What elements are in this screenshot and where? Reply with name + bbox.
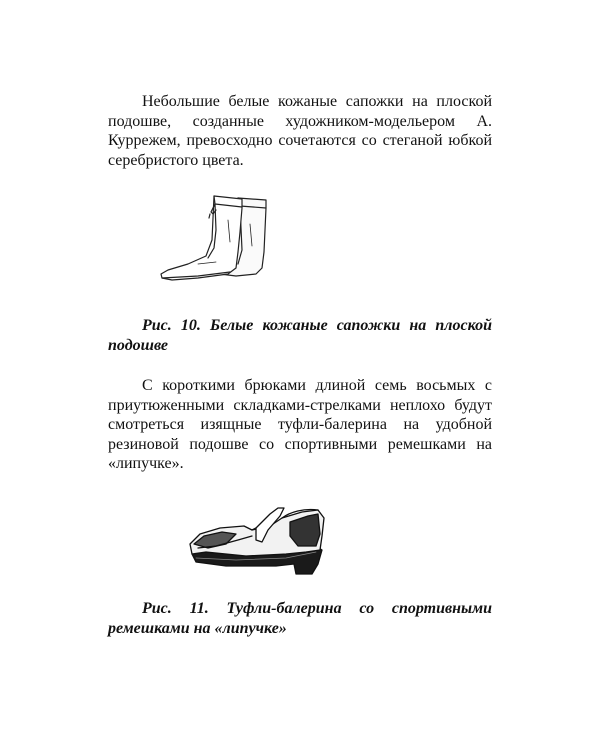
boots-illustration-icon bbox=[158, 190, 273, 285]
ballerina-shoe-illustration-icon bbox=[186, 500, 328, 580]
figure-caption-11: Рис. 11. Туфли-балерина со спортивными ремешками на «липучке» bbox=[108, 600, 492, 637]
paragraph-boots-description: Небольшие белые кожаные сапожки на плоской подошве, созданные художником-модельером А. Куррежем, превосходно сочетаются со стеганой юбкой серебристого цвета. bbox=[108, 93, 492, 169]
paragraph-ballerina-description: С короткими брюками длиной семь восьмых с приутюженными складками-стрелками неплохо будут смотреться изящные туфли-балерина на удобной резиновой подошве со спортивными ремешками на «липучке». bbox=[108, 377, 492, 472]
figure-caption-10: Рис. 10. Белые кожаные сапожки на плоской подошве bbox=[108, 317, 492, 354]
